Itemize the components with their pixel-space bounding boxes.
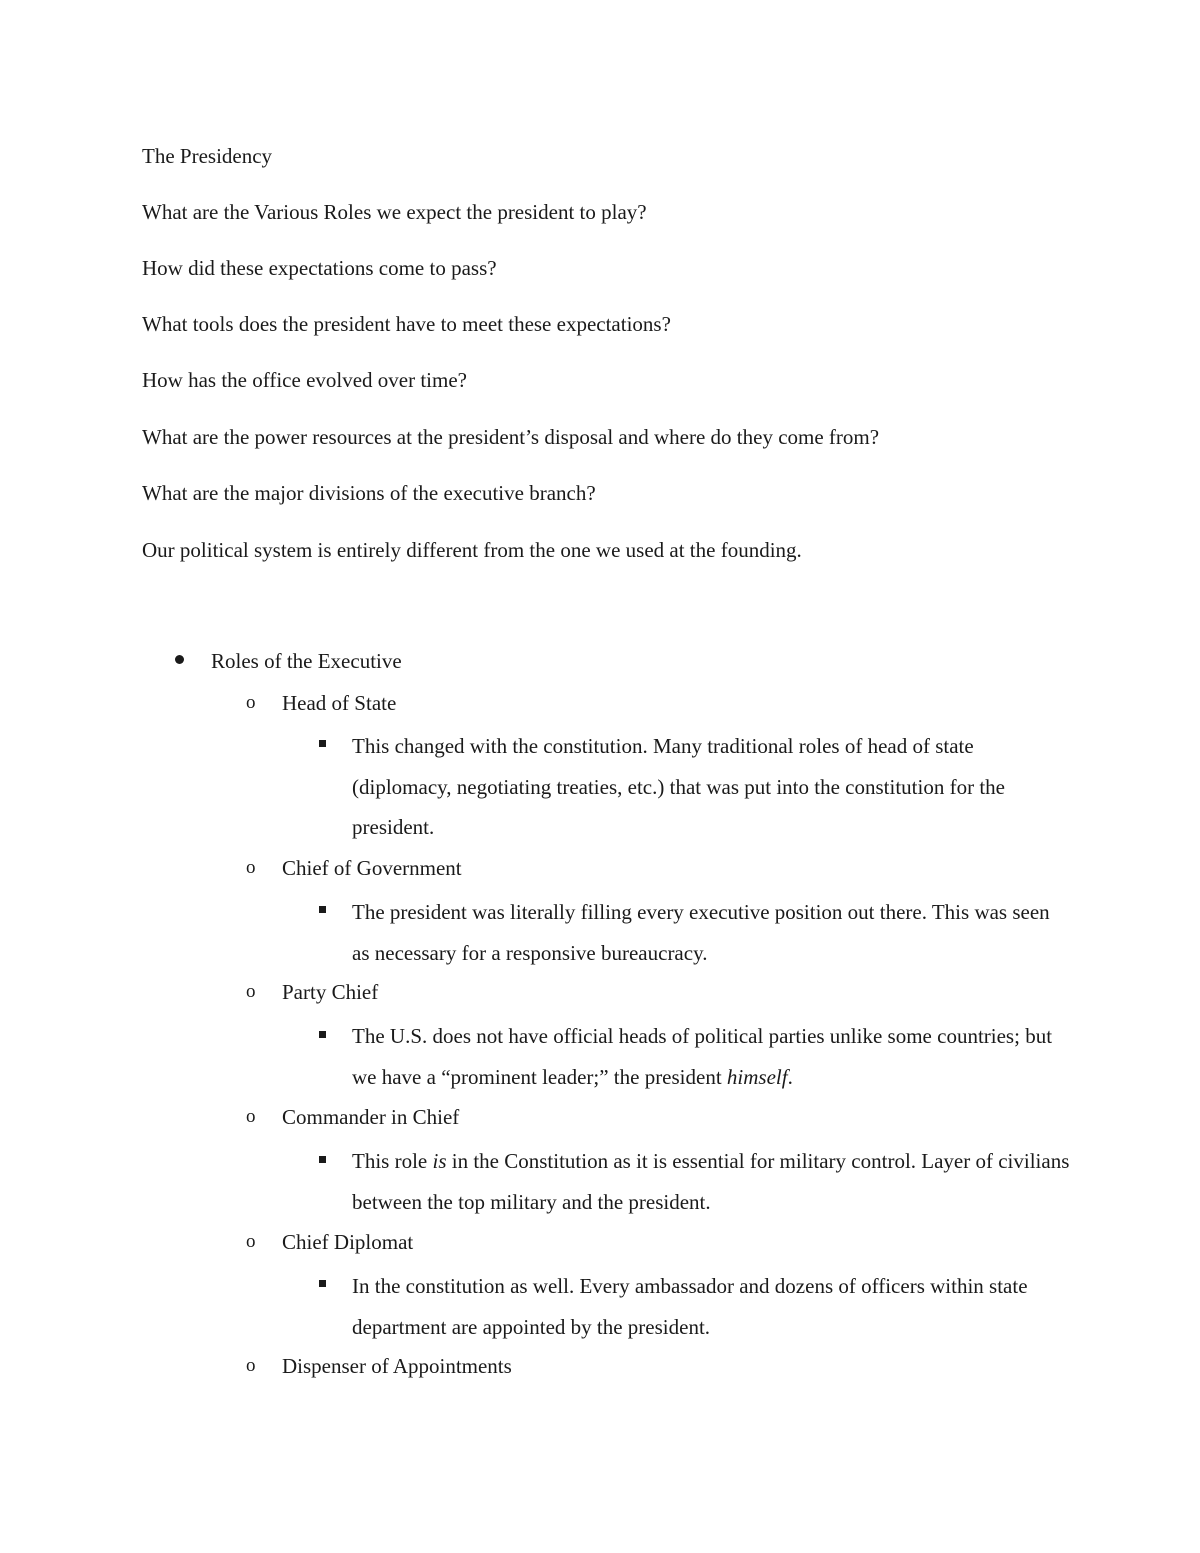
document-title: The Presidency — [142, 144, 273, 168]
square-bullet-icon — [319, 906, 326, 913]
square-bullet-icon — [319, 1031, 326, 1038]
circle-bullet-icon: o — [246, 857, 256, 878]
role-note: In the constitution as well. Every ambassador and dozens of officers within state department are appointed by the president. — [352, 1274, 1028, 1339]
role-note-text: in the Constitution as it is essential for military control. Layer of civilians between the top military and the president. — [352, 1149, 1070, 1214]
statement: Our political system is entirely different from the one we used at the founding. — [142, 538, 802, 562]
role-note: This changed with the constitution. Many traditional roles of head of state (diplomacy, negotiating treaties, etc.) that was put into the constitution for the president. — [352, 734, 1005, 839]
role-note-text: The U.S. does not have official heads of political parties unlike some countries; but we have a “prominent leader;” the president — [352, 1024, 1053, 1089]
square-bullet-icon — [319, 1156, 326, 1163]
role-note-emphasis: is — [432, 1149, 447, 1173]
question-5: What are the power resources at the president’s disposal and where do they come from? — [142, 425, 880, 449]
square-bullet-icon — [319, 740, 326, 747]
question-2: How did these expectations come to pass? — [142, 256, 497, 280]
circle-bullet-icon: o — [246, 981, 256, 1002]
role-name: Party Chief — [282, 980, 379, 1004]
role-name: Chief of Government — [282, 856, 462, 880]
disc-bullet-icon — [175, 655, 184, 664]
circle-bullet-icon: o — [246, 1355, 256, 1376]
circle-bullet-icon: o — [246, 1231, 256, 1252]
question-1: What are the Various Roles we expect the president to play? — [142, 200, 647, 224]
role-name: Head of State — [282, 691, 397, 715]
outline-heading: Roles of the Executive — [211, 649, 402, 673]
role-note-text: . — [787, 1064, 793, 1089]
role-note — [352, 1141, 1072, 1222]
question-4: How has the office evolved over time? — [142, 368, 467, 392]
role-note: The president was literally filling every executive position out there. This was seen as necessary for a responsive bureaucracy. — [352, 900, 1050, 965]
role-name: Chief Diplomat — [282, 1230, 414, 1254]
square-bullet-icon — [319, 1280, 326, 1287]
role-name: Dispenser of Appointments — [282, 1354, 512, 1378]
circle-bullet-icon: o — [246, 692, 256, 713]
question-3: What tools does the president have to meet these expectations? — [142, 312, 671, 336]
question-6: What are the major divisions of the executive branch? — [142, 481, 596, 505]
role-note-text: This role — [352, 1149, 433, 1173]
role-name: Commander in Chief — [282, 1105, 460, 1129]
role-note-emphasis: himself — [726, 1064, 788, 1089]
role-note — [352, 1016, 1072, 1097]
circle-bullet-icon: o — [246, 1106, 256, 1127]
